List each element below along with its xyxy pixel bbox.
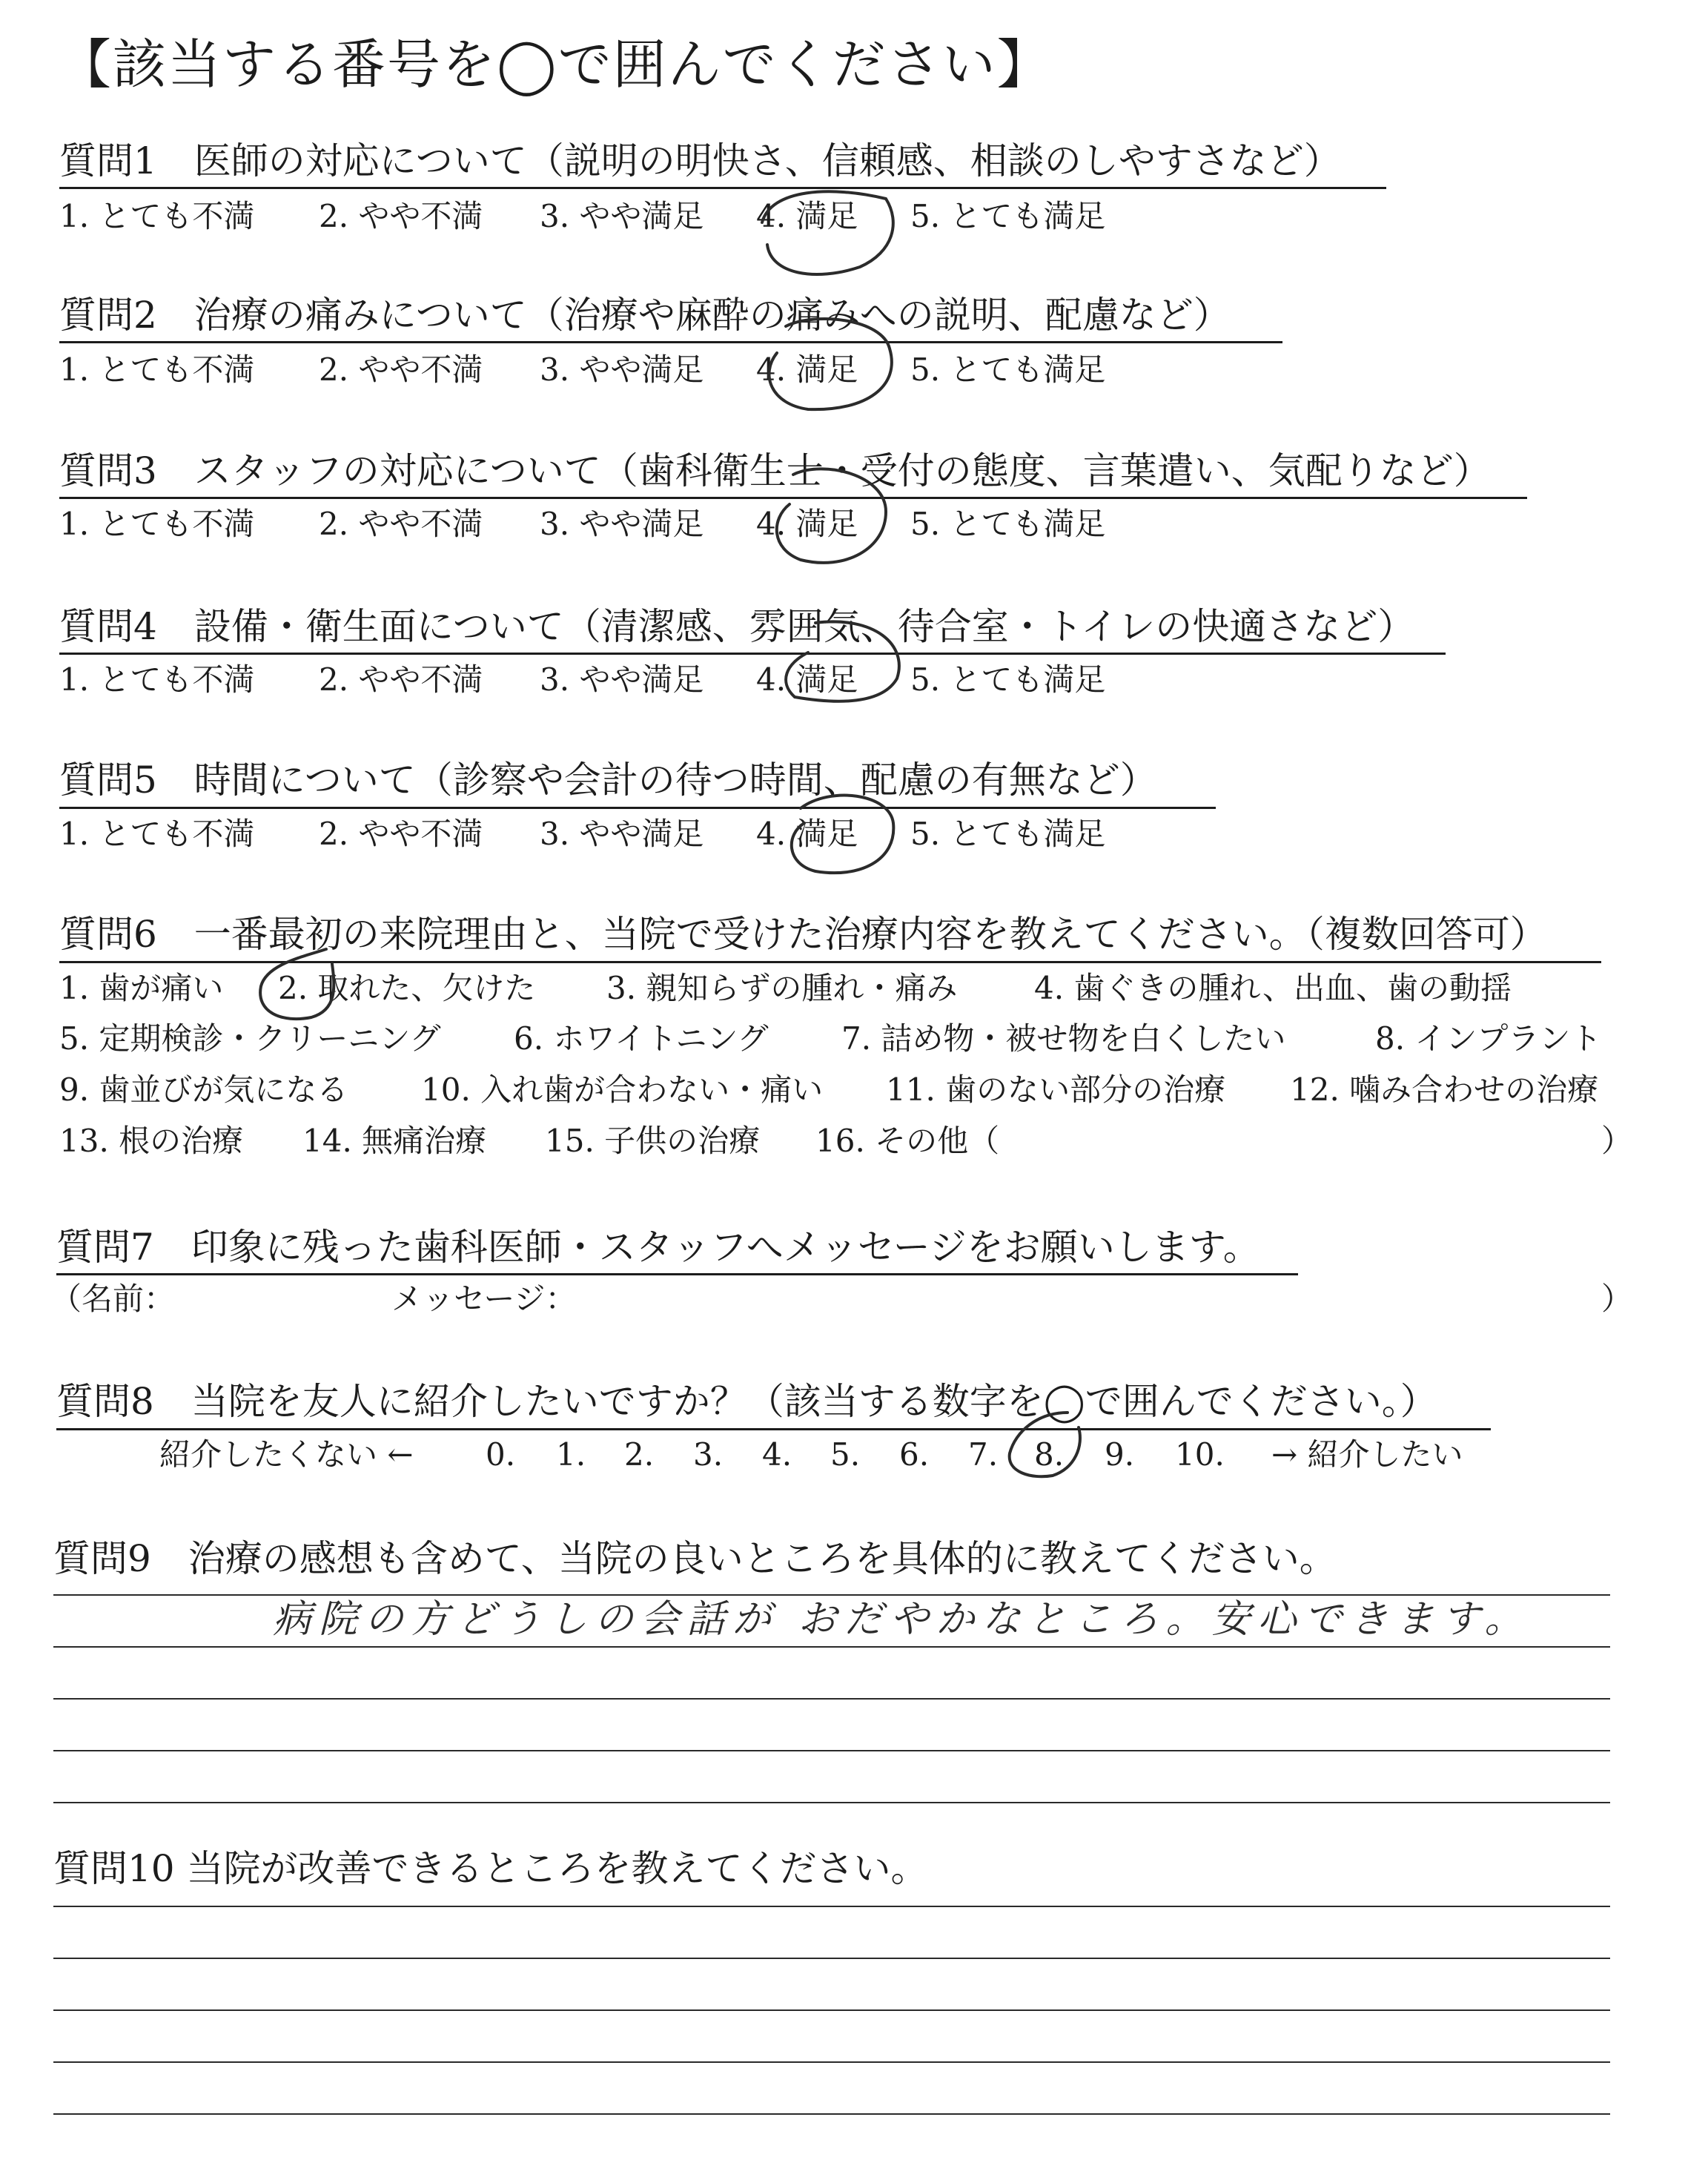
q8-scale-0[interactable]: 0.: [486, 1436, 516, 1473]
question-10-title: 質問10 当院が改善できるところを教えてください。: [53, 1847, 928, 1890]
q10-answer-line: [53, 2061, 1610, 2063]
q2-option-4[interactable]: 4. 満足: [756, 351, 858, 388]
q6-option-14[interactable]: 14. 無痛治療: [302, 1123, 487, 1159]
question-9-title: 質問9 治療の感想も含めて、当院の良いところを具体的に教えてください。: [53, 1537, 1337, 1580]
q10-answer-line: [53, 2009, 1610, 2011]
q10-answer-line: [53, 1906, 1610, 1907]
q10-answer-line: [53, 1958, 1610, 1959]
q8-scale-8[interactable]: 8.: [1034, 1436, 1065, 1473]
question-6-underline: [59, 961, 1601, 963]
q8-scale-7[interactable]: 7.: [968, 1436, 999, 1473]
q8-right-label: → 紹介したい: [1271, 1436, 1463, 1473]
q6-option-5[interactable]: 5. 定期検診・クリーニング: [59, 1020, 441, 1057]
question-7-underline: [56, 1273, 1298, 1275]
q9-answer-line: [53, 1698, 1610, 1700]
q6-option-12[interactable]: 12. 噛み合わせの治療: [1290, 1071, 1599, 1108]
q6-option-7[interactable]: 7. 詰め物・被せ物を白くしたい: [841, 1020, 1286, 1057]
q5-option-4[interactable]: 4. 満足: [756, 816, 858, 852]
q3-option-4[interactable]: 4. 満足: [756, 506, 858, 542]
question-8-underline: [56, 1428, 1491, 1430]
q4-option-1[interactable]: 1. とても不満: [59, 661, 255, 698]
q6-other-close: ）: [1601, 1123, 1633, 1159]
q1-option-1[interactable]: 1. とても不満: [59, 198, 255, 234]
question-2-underline: [59, 341, 1282, 343]
q6-option-15[interactable]: 15. 子供の治療: [545, 1123, 761, 1159]
q8-scale-3[interactable]: 3.: [693, 1436, 724, 1473]
q1-option-3[interactable]: 3. やや満足: [540, 198, 704, 234]
q8-scale-4[interactable]: 4.: [762, 1436, 792, 1473]
question-6-title: 質問6 一番最初の来院理由と、当院で受けた治療内容を教えてください。（複数回答可）: [59, 913, 1547, 956]
q1-option-2[interactable]: 2. やや不満: [319, 198, 483, 234]
q4-option-5[interactable]: 5. とても満足: [910, 661, 1106, 698]
q1-option-4[interactable]: 4. 満足: [756, 198, 858, 234]
q6-option-11[interactable]: 11. 歯のない部分の治療: [886, 1071, 1226, 1108]
q1-option-5[interactable]: 5. とても満足: [910, 198, 1106, 234]
q6-option-8[interactable]: 8. インプラント: [1375, 1020, 1602, 1057]
q7-name-label: （名前：: [50, 1281, 176, 1317]
q9-handwritten-answer[interactable]: 病院の方どうしの会話が おだやかなところ。安心できます。: [273, 1597, 1531, 1642]
question-4-title: 質問4 設備・衛生面について（清潔感、雰囲気、待合室・トイレの快適さなど）: [59, 605, 1415, 648]
q6-option-9[interactable]: 9. 歯並びが気になる: [59, 1071, 348, 1108]
q6-option-1[interactable]: 1. 歯が痛い: [59, 970, 224, 1006]
q2-option-1[interactable]: 1. とても不満: [59, 351, 255, 388]
q5-option-5[interactable]: 5. とても満足: [910, 816, 1106, 852]
q2-option-3[interactable]: 3. やや満足: [540, 351, 704, 388]
q8-scale-5[interactable]: 5.: [830, 1436, 861, 1473]
question-5-title: 質問5 時間について（診察や会計の待つ時間、配慮の有無など）: [59, 759, 1157, 802]
question-4-underline: [59, 653, 1446, 655]
form-header: 【該当する番号を◯で囲んでください】: [58, 33, 1052, 96]
question-2-title: 質問2 治療の痛みについて（治療や麻酔の痛みへの説明、配慮など）: [59, 294, 1231, 337]
question-1-title: 質問1 医師の対応について（説明の明快さ、信頼感、相談のしやすさなど）: [59, 139, 1341, 182]
q4-option-2[interactable]: 2. やや不満: [319, 661, 483, 698]
q3-option-1[interactable]: 1. とても不満: [59, 506, 255, 542]
q6-option-10[interactable]: 10. 入れ歯が合わない・痛い: [421, 1071, 824, 1108]
question-7-title: 質問7 印象に残った歯科医師・スタッフへメッセージをお願いします。: [56, 1226, 1260, 1269]
q4-option-4[interactable]: 4. 満足: [756, 661, 858, 698]
q2-option-2[interactable]: 2. やや不満: [319, 351, 483, 388]
question-3-title: 質問3 スタッフの対応について（歯科衛生士・受付の態度、言葉遣い、気配りなど）: [59, 449, 1491, 492]
q6-option-4[interactable]: 4. 歯ぐきの腫れ、出血、歯の動揺: [1034, 970, 1512, 1006]
q5-option-3[interactable]: 3. やや満足: [540, 816, 704, 852]
q6-option-16[interactable]: 16. その他（: [815, 1123, 1000, 1159]
q7-close: ）: [1601, 1281, 1633, 1317]
q4-option-3[interactable]: 3. やや満足: [540, 661, 704, 698]
q2-option-5[interactable]: 5. とても満足: [910, 351, 1106, 388]
q9-answer-line: [53, 1802, 1610, 1803]
q8-left-label: 紹介したくない ←: [159, 1436, 414, 1473]
question-5-underline: [59, 807, 1216, 809]
q3-option-5[interactable]: 5. とても満足: [910, 506, 1106, 542]
q6-option-6[interactable]: 6. ホワイトニング: [514, 1020, 769, 1057]
q8-scale-10[interactable]: 10.: [1175, 1436, 1225, 1473]
q9-answer-line: [53, 1646, 1610, 1648]
q6-option-3[interactable]: 3. 親知らずの腫れ・痛み: [606, 970, 958, 1006]
q8-scale-9[interactable]: 9.: [1105, 1436, 1135, 1473]
q10-answer-line: [53, 2113, 1610, 2115]
q5-option-2[interactable]: 2. やや不満: [319, 816, 483, 852]
question-8-title: 質問8 当院を友人に紹介したいですか？（該当する数字を◯で囲んでください。）: [56, 1380, 1437, 1423]
q6-option-2[interactable]: 2. 取れた、欠けた: [278, 970, 536, 1006]
question-1-underline: [59, 187, 1386, 189]
q6-option-13[interactable]: 13. 根の治療: [59, 1123, 244, 1159]
q8-scale-6[interactable]: 6.: [899, 1436, 930, 1473]
q8-scale-2[interactable]: 2.: [624, 1436, 655, 1473]
question-3-underline: [59, 497, 1527, 499]
q5-option-1[interactable]: 1. とても不満: [59, 816, 255, 852]
q9-answer-line: [53, 1750, 1610, 1751]
q3-option-2[interactable]: 2. やや不満: [319, 506, 483, 542]
q3-option-3[interactable]: 3. やや満足: [540, 506, 704, 542]
q8-scale-1[interactable]: 1.: [556, 1436, 586, 1473]
q7-message-label: メッセージ：: [391, 1281, 577, 1317]
